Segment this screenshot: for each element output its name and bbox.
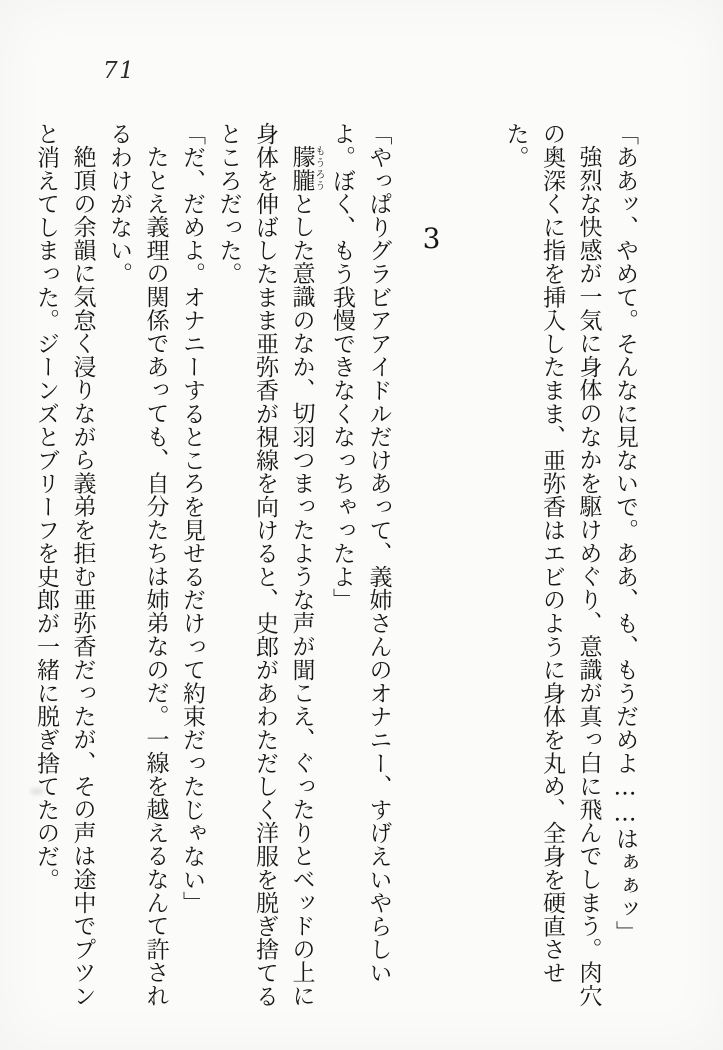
narrative-paragraph: 朦朧もうろうとした意識のなか、切羽つまったような声が聞こえ、ぐったりとベッドの上に身体を伸ばしたまま亜弥香が視線を向けると、史郎があわただしく洋服を脱ぎ捨てるところだった。 <box>215 122 324 1008</box>
narrative-paragraph: 絶頂の余韻に気怠く浸りながら義弟を拒む亜弥香だったが、その声は途中でプツンと消えてしまった。ジーンズとブリーフを史郎が一緒に脱ぎ捨てたのだ。 <box>33 122 96 1008</box>
scan-smudge <box>30 788 44 795</box>
dialogue-paragraph: 「やっぱりグラビアアイドルだけあって、義姉さんのオナニー、すげえいやらしいよ。ぼく、もう我慢できなくなっちゃったよ」 <box>329 122 392 985</box>
vertical-text-area <box>28 122 644 1014</box>
ruby-annotated-word: 朦朧もうろう <box>288 145 324 192</box>
narrative-paragraph: 強烈な快感が一気に身体のなかを駆けめぐり、意識が真っ白に飛んでしまう。肉穴の奥深くに指を挿入したまま、亜弥香はエビのように身体を丸め、全身を硬直させた。 <box>502 122 602 1008</box>
narrative-paragraph: たとえ義理の関係であっても、自分たちは姉弟なのだ。一線を越えるなんて許されるわけがない。 <box>106 122 169 1008</box>
dialogue-paragraph: 「ああッ、やめて。そんなに見ないで。ああ、も、もうだめよ……はぁぁッ」 <box>612 122 638 944</box>
dialogue-paragraph: 「だ、だめよ。オナニーするところを見せるだけって約束だったじゃない」 <box>179 122 205 915</box>
page-number: 71 <box>103 58 136 84</box>
section-number-heading: 3 <box>415 222 448 256</box>
